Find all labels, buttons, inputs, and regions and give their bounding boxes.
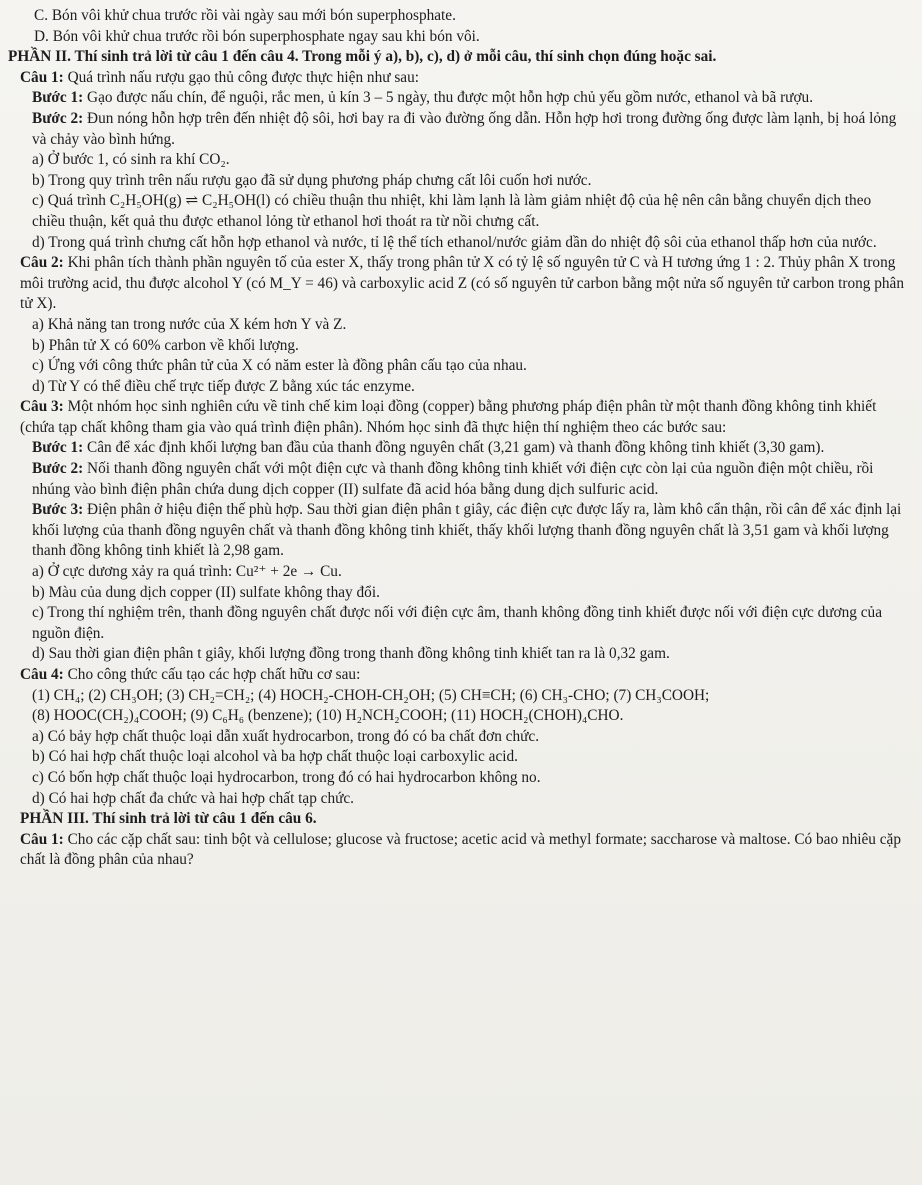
p2-q3-a: a) Ở cực dương xảy ra quá trình: Cu²⁺ + 2e → Cu. [32,563,342,581]
p2-q2-b: b) Phân tử X có 60% carbon về khối lượng. [32,336,299,354]
p2-q2-label: Câu 2: [20,254,64,272]
p2-q4-a: a) Có bảy hợp chất thuộc loại dẫn xuất hydrocarbon, trong đó có ba chất đơn chức. [32,727,540,745]
p2-q1-step1: Bước 1: Gạo được nấu chín, để nguội, rắc men, ủ kín 3 – 5 ngày, thu được một hỗn hợp chủ yếu gồm nước, ethanol và bã rượu. [32,89,814,107]
p2-q1-b: b) Trong quy trình trên nấu rượu gạo đã sử dụng phương pháp chưng cất lôi cuốn hơi nước. [32,171,592,189]
p2-q1-label: Câu 1: [20,68,64,86]
p2-q3-step1: Bước 1: Cân để xác định khối lượng ban đầu của thanh đồng nguyên chất (3,21 gam) và thanh đồng không tinh khiết (3,30 gam). [32,439,825,457]
p2-q1-intro: Câu 1: Quá trình nấu rượu gạo thủ công được thực hiện như sau: [20,68,419,86]
p2-q3-label: Câu 3: [20,398,64,416]
p2-q1-step2: Bước 2: Đun nóng hỗn hợp trên đến nhiệt độ sôi, hơi bay ra đi vào đường ống dẫn. Hỗn hợp hơi trong đường ống được làm lạnh, bị hoá lỏng và chảy vào bình hứng. [32,109,897,148]
p2-q4-d: d) Có hai hợp chất đa chức và hai hợp chất tạp chức. [32,789,355,807]
p2-q4-intro: Câu 4: Cho công thức cấu tạo các hợp chất hữu cơ sau: [20,666,361,683]
p2-q4-b: b) Có hai hợp chất thuộc loại alcohol và ba hợp chất thuộc loại carboxylic acid. [32,748,518,766]
p2-q4-c: c) Có bốn hợp chất thuộc loại hydrocarbon, trong đó có hai hydrocarbon không no. [32,768,541,786]
p2-q1-a: a) Ở bước 1, có sinh ra khí CO₂. [32,151,230,169]
part3-heading: PHẦN III. Thí sinh trả lời từ câu 1 đến câu 6. [20,810,317,828]
p2-q2-c: c) Ứng với công thức phân tử của X có năm ester là đồng phân cấu tạo của nhau. [32,357,527,375]
p2-q3-c: c) Trong thí nghiệm trên, thanh đồng nguyên chất được nối với điện cực âm, thanh không đồng tinh khiết được nối với điện cực dương của nguồn điện. [32,604,882,642]
part2-heading: PHẦN II. Thí sinh trả lời từ câu 1 đến câu 4. Trong mỗi ý a), b), c), d) ở mỗi câu, thí sinh chọn đúng hoặc sai. [8,48,717,66]
option-c: C. Bón vôi khử chua trước rồi vài ngày sau mới bón superphosphate. [34,7,456,24]
p3-q1-text: Câu 1: Cho các cặp chất sau: tinh bột và cellulose; glucose và fructose; acetic acid và methyl formate; saccharose và maltose. Có bao nhiêu cặp chất là đồng phân của nhau? [20,830,901,869]
p2-q4-label: Câu 4: [20,666,64,683]
p2-q4-list2: (8) HOOC(CH₂)₄COOH; (9) C₆H₆ (benzene); (10) H₂NCH₂COOH; (11) HOCH₂(CHOH)₄CHO. [32,707,624,725]
p2-q3-d: d) Sau thời gian điện phân t giây, khối lượng đồng trong thanh đồng không tinh khiết tan ra là 0,32 gam. [32,645,670,663]
p3-q1-label: Câu 1: [20,830,64,848]
p2-q3-b: b) Màu của dung dịch copper (II) sulfate không thay đổi. [32,583,380,601]
p2-q3-text: Câu 3: Một nhóm học sinh nghiên cứu về tinh chế kim loại đồng (copper) bằng phương pháp điện phân từ một thanh đồng không tinh khiết (chứa tạp chất không tham gia vào quá trình điện phân). Nhóm học sinh đã thực hiện thí nghiệm theo các bước sau: [20,398,877,436]
option-d: D. Bón vôi khử chua trước rồi bón superphosphate ngay sau khi bón vôi. [34,27,480,45]
p2-q1-c: c) Quá trình C₂H₅OH(g) ⇌ C₂H₅OH(l) có chiều thuận thu nhiệt, khi làm lạnh là làm giảm nhiệt độ của hệ nên cân bằng chuyển dịch theo chiều thuận, kết quả thu được ethanol lỏng từ ethanol hơi thoát ra từ nồi chưng cất. [32,192,872,230]
p2-q2-d: d) Từ Y có thể điều chế trực tiếp được Z bằng xúc tác enzyme. [32,377,415,395]
p2-q3-step3: Bước 3: Điện phân ở hiệu điện thế phù hợp. Sau thời gian điện phân t giây, các điện cực được lấy ra, làm khô cẩn thận, rồi cân để xác định lại khối lượng của thanh đồng nguyên chất và thanh đồng không tinh khiết, thấy khối lượng thanh đồng nguyên chất là 3,51 gam và khối lượng thanh đồng không tinh khiết là 2,98 gam. [32,501,902,560]
p2-q2-text: Câu 2: Khi phân tích thành phần nguyên tố của ester X, thấy trong phân tử X có tỷ lệ số nguyên tử C và H tương ứng 1 : 2. Thủy phân X trong môi trường acid, thu được alcohol Y (có M_Y = 46) và carboxylic acid Z (có số nguyên tử carbon bằng một nửa số nguyên tử carbon trong phân tử X). [20,254,904,313]
p2-q2-a: a) Khả năng tan trong nước của X kém hơn Y và Z. [32,315,347,333]
p2-q1-d: d) Trong quá trình chưng cất hỗn hợp ethanol và nước, tỉ lệ thể tích ethanol/nước giảm dần do nhiệt độ sôi của ethanol thấp hơn của nước. [32,233,877,251]
p2-q4-list1: (1) CH₄; (2) CH₃OH; (3) CH₂=CH₂; (4) HOCH₂-CHOH-CH₂OH; (5) CH≡CH; (6) CH₃-CHO; (7) CH₃COOH; [32,686,710,704]
p2-q3-step2: Bước 2: Nối thanh đồng nguyên chất với một điện cực và thanh đồng không tinh khiết với điện cực còn lại của nguồn điện một chiều, rồi nhúng vào bình điện phân chứa dung dịch copper (II) sulfate đã acid hóa bằng dung dịch sulfuric acid. [32,460,874,498]
